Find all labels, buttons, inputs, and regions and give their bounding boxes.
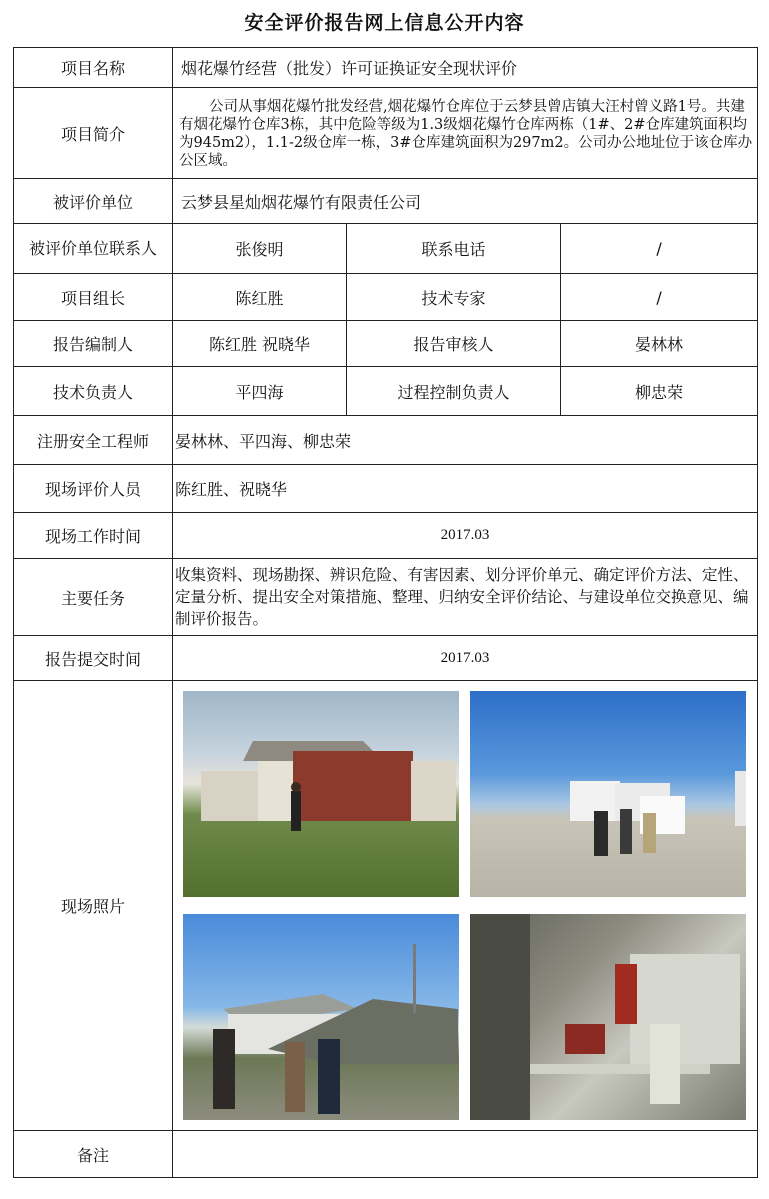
site-photo-4-drawing <box>470 914 746 1120</box>
expert-value: / <box>561 274 758 321</box>
info-table <box>13 47 758 1178</box>
tech-lead-label: 技术负责人 <box>14 367 173 416</box>
row-main-tasks <box>14 559 758 636</box>
tech-lead-value: 平四海 <box>173 367 347 416</box>
evaluated-unit-label: 被评价单位 <box>14 179 173 224</box>
row-project-intro <box>14 88 758 179</box>
site-photo-2 <box>470 691 746 897</box>
main-tasks-label: 主要任务 <box>14 559 173 636</box>
site-work-time-label: 现场工作时间 <box>14 513 173 559</box>
report-writer-label: 报告编制人 <box>14 321 173 367</box>
row-unit-contact <box>14 224 758 274</box>
submit-time-value: 2017.03 <box>173 636 758 681</box>
phone-label: 联系电话 <box>347 224 561 274</box>
row-submit-time <box>14 636 758 681</box>
remarks-label: 备注 <box>14 1131 173 1178</box>
page-title: 安全评价报告网上信息公开内容 <box>244 12 525 34</box>
site-work-time-value: 2017.03 <box>173 513 758 559</box>
site-evaluators-label: 现场评价人员 <box>14 465 173 513</box>
process-value: 柳忠荣 <box>561 367 758 416</box>
row-project-name <box>14 48 758 88</box>
site-evaluators-value: 陈红胜、祝晓华 <box>173 465 758 513</box>
report-writer-value: 陈红胜 祝晓华 <box>173 321 347 367</box>
project-intro-value <box>173 88 758 179</box>
site-photo-2-drawing <box>470 691 746 897</box>
phone-value: / <box>561 224 758 274</box>
reviewer-label: 报告审核人 <box>347 321 561 367</box>
project-intro-label: 项目简介 <box>14 88 173 179</box>
row-site-work-time <box>14 513 758 559</box>
site-photos-label: 现场照片 <box>14 681 173 1131</box>
site-photo-1-drawing <box>183 691 459 897</box>
expert-label: 技术专家 <box>347 274 561 321</box>
row-tech-lead <box>14 367 758 416</box>
row-safety-engineers <box>14 416 758 465</box>
safety-engineers-value: 晏林林、平四海、柳忠荣 <box>173 416 758 465</box>
row-team-leader <box>14 274 758 321</box>
project-name-label: 项目名称 <box>14 48 173 88</box>
row-site-evaluators <box>14 465 758 513</box>
photo-grid <box>173 681 757 1130</box>
team-leader-value: 陈红胜 <box>173 274 347 321</box>
submit-time-label: 报告提交时间 <box>14 636 173 681</box>
unit-contact-value: 张俊明 <box>173 224 347 274</box>
remarks-value <box>173 1131 758 1178</box>
team-leader-label: 项目组长 <box>14 274 173 321</box>
row-report-writer <box>14 321 758 367</box>
site-photos-cell <box>173 681 758 1131</box>
reviewer-value: 晏林林 <box>561 321 758 367</box>
evaluated-unit-value: 云梦县星灿烟花爆竹有限责任公司 <box>173 179 758 224</box>
row-evaluated-unit <box>14 179 758 224</box>
site-photo-4 <box>470 914 746 1120</box>
row-remarks <box>14 1131 758 1178</box>
project-name-value: 烟花爆竹经营（批发）许可证换证安全现状评价 <box>173 48 758 88</box>
site-photo-3-drawing <box>183 914 459 1120</box>
project-intro-text: 公司从事烟花爆竹批发经营,烟花爆竹仓库位于云梦县曾店镇大汪村曾义路1号。共建有烟花爆竹仓库3栋，其中危险等级为1.3级烟花爆竹仓库两栋（1#、2#仓库建筑面积均为945m2），1.1-2级仓库一栋，3#仓库建筑面积为297m2。公司办公地址位于该仓库办公区域。 <box>179 99 753 169</box>
site-photo-3 <box>183 914 459 1120</box>
main-tasks-value: 收集资料、现场勘探、辨识危险、有害因素、划分评价单元、确定评价方法、定性、定量分析、提出安全对策措施、整理、归纳安全评价结论、与建设单位交换意见、编制评价报告。 <box>173 559 758 636</box>
unit-contact-label: 被评价单位联系人 <box>14 224 173 274</box>
safety-engineers-label: 注册安全工程师 <box>14 416 173 465</box>
process-label: 过程控制负责人 <box>347 367 561 416</box>
site-photo-1 <box>183 691 459 897</box>
row-site-photos <box>14 681 758 1131</box>
